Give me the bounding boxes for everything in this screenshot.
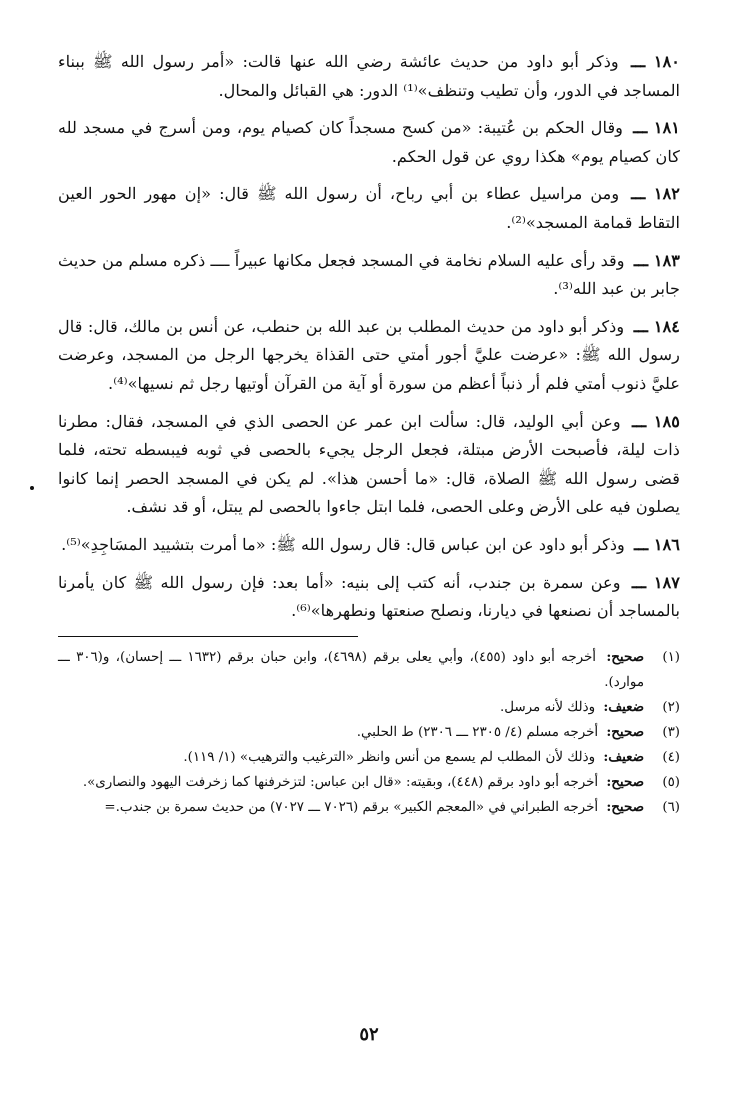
footnote [58, 720, 680, 745]
footnote-body [58, 645, 644, 695]
hadith-text: وذكر أبو داود من حديث المطلب بن عبد الله بن حنطب، عن أنس بن مالك، قال: قال رسول الله ﷺ: «عرضت عليَّ أجور أمتي حتى القذاة يخرجها الرجل من المسجد، وعرضت عليَّ ذنوب أمتي فلم أر ذنباً أعظم من سورة أو آية من القرآن أوتيها رجل ثم نسيها»⁽⁴⁾. [58, 316, 680, 393]
hadith-number: ١٨٣ ـــ [633, 250, 680, 270]
hadith-number: ١٨٦ ـــ [634, 534, 680, 554]
footnote-number: (٦) [662, 799, 680, 815]
footnote-divider [58, 636, 358, 637]
hadith-number: ١٨١ ـــ [633, 118, 680, 138]
footnote-grade: صحيح: [606, 798, 644, 815]
hadith-paragraph [58, 48, 680, 105]
hadith-paragraph [58, 247, 680, 304]
footnote-text: وذلك لأنه مرسل. [500, 699, 596, 715]
book-page [58, 48, 680, 1078]
footnote-number: (٣) [662, 724, 680, 740]
footnote-grade: ضعيف: [603, 748, 644, 765]
footnote-grade: صحيح: [606, 648, 644, 665]
footnote [58, 695, 680, 720]
hadith-number: ١٨٢ ـــ [631, 184, 680, 204]
footnote [58, 770, 680, 795]
footnote-grade: صحيح: [606, 723, 644, 740]
footnote-body [58, 795, 644, 820]
footnote-text: أخرجه أبو داود برقم (٤٤٨)، وبقيته: «قال ابن عباس: لتزخرفنها كما زخرفت اليهود والنصارى». [82, 774, 599, 790]
hadith-paragraph [58, 569, 680, 626]
hadith-number: ١٨٠ ـــ [630, 52, 681, 71]
hadith-text: وقد رأى عليه السلام نخامة في المسجد فجعل مكانها عبيراً ــــ ذكره مسلم من حديث جابر بن عبد الله⁽³⁾. [58, 250, 680, 299]
footnote-number: (٥) [662, 774, 680, 790]
page-number: ٥٢ [359, 1024, 379, 1045]
footnote-number: (٤) [662, 749, 680, 765]
hadith-text: وذكر أبو داود عن ابن عباس قال: قال رسول الله ﷺ: «ما أمرت بتشييد المسَاجِدِ»⁽⁵⁾. [61, 534, 625, 554]
footnote-text: أخرجه الطبراني في «المعجم الكبير» برقم (٧٠٢٦ ـــ ٧٠٢٧) من حديث سمرة بن جندب.= [104, 799, 599, 815]
footnote [58, 645, 680, 695]
footnote-grade: ضعيف: [603, 698, 644, 715]
footnote-body [58, 720, 644, 745]
hadith-text: ومن مراسيل عطاء بن أبي رباح، أن رسول الله ﷺ قال: «إن مهور الحور العين التقاط قمامة المسجد»⁽²⁾. [58, 184, 680, 232]
margin-dot [30, 486, 34, 490]
hadith-number: ١٨٥ ـــ [631, 411, 680, 431]
hadith-number: ١٨٧ ـــ [631, 572, 680, 592]
footnote-number: (١) [662, 649, 680, 665]
footnote-grade: صحيح: [606, 773, 644, 790]
hadith-text: وعن سمرة بن جندب، أنه كتب إلى بنيه: «أما بعد: فإن رسول الله ﷺ كان يأمرنا بالمساجد أن نصنعها في ديارنا، ونصلح صنعتها ونطهرها»⁽⁶⁾. [58, 572, 680, 621]
hadith-paragraph [58, 180, 680, 237]
footnote [58, 795, 680, 820]
footnote-body [58, 770, 644, 795]
footnote-text: أخرجه مسلم (٤/ ٢٣٠٥ ـــ ٢٣٠٦) ط الحلبي. [356, 724, 599, 740]
hadith-text: وذكر أبو داود من حديث عائشة رضي الله عنها قالت: «أمر رسول الله ﷺ ببناء المساجد في الدور، وأن تطيب وتنظف»⁽¹⁾ الدور: هي القبائل والمحال. [58, 52, 680, 100]
hadith-paragraph [58, 408, 680, 522]
footnote-body [58, 695, 644, 720]
hadith-text: وعن أبي الوليد، قال: سألت ابن عمر عن الحصى الذي في المسجد، فقال: مطرنا ذات ليلة، فأصبحت الأرض مبتلة، فجعل الرجل يجيء بالحصى في ثوبه فيبسطه تحته، فلما قضى رسول الله ﷺ الصلاة، قال: «ما أحسن هذا». لم يكن في المسجد الحصر إنما كانوا يصلون فيه على الأرض وعلى الحصى، فلما ابتل جاءوا بالحصى لم يبتل، أو قد نشف. [58, 411, 680, 517]
footnote-text: وذلك لأن المطلب لم يسمع من أنس وانظر «الترغيب والترهيب» (١/ ١١٩). [183, 749, 596, 765]
main-text [58, 48, 680, 626]
footnote-text: أخرجه أبو داود (٤٥٥)، وأبي يعلى برقم (٤٦٩٨)، وابن حبان برقم (١٦٣٢ ـــ إحسان)، و(٣٠٦ ـــ موارد). [58, 649, 644, 690]
footnote-body [58, 745, 644, 770]
hadith-paragraph [58, 313, 680, 399]
hadith-paragraph [58, 114, 680, 171]
footnote [58, 745, 680, 770]
footnotes [58, 645, 680, 820]
footnote-number: (٢) [662, 699, 680, 715]
hadith-paragraph [58, 531, 680, 560]
hadith-number: ١٨٤ ـــ [633, 316, 680, 336]
hadith-text: وقال الحكم بن عُتيبة: «من كسح مسجداً كان كصيام يوم، ومن أسرج في مسجد لله كان كصيام يوم» هكذا روي عن قول الحكم. [58, 118, 680, 166]
